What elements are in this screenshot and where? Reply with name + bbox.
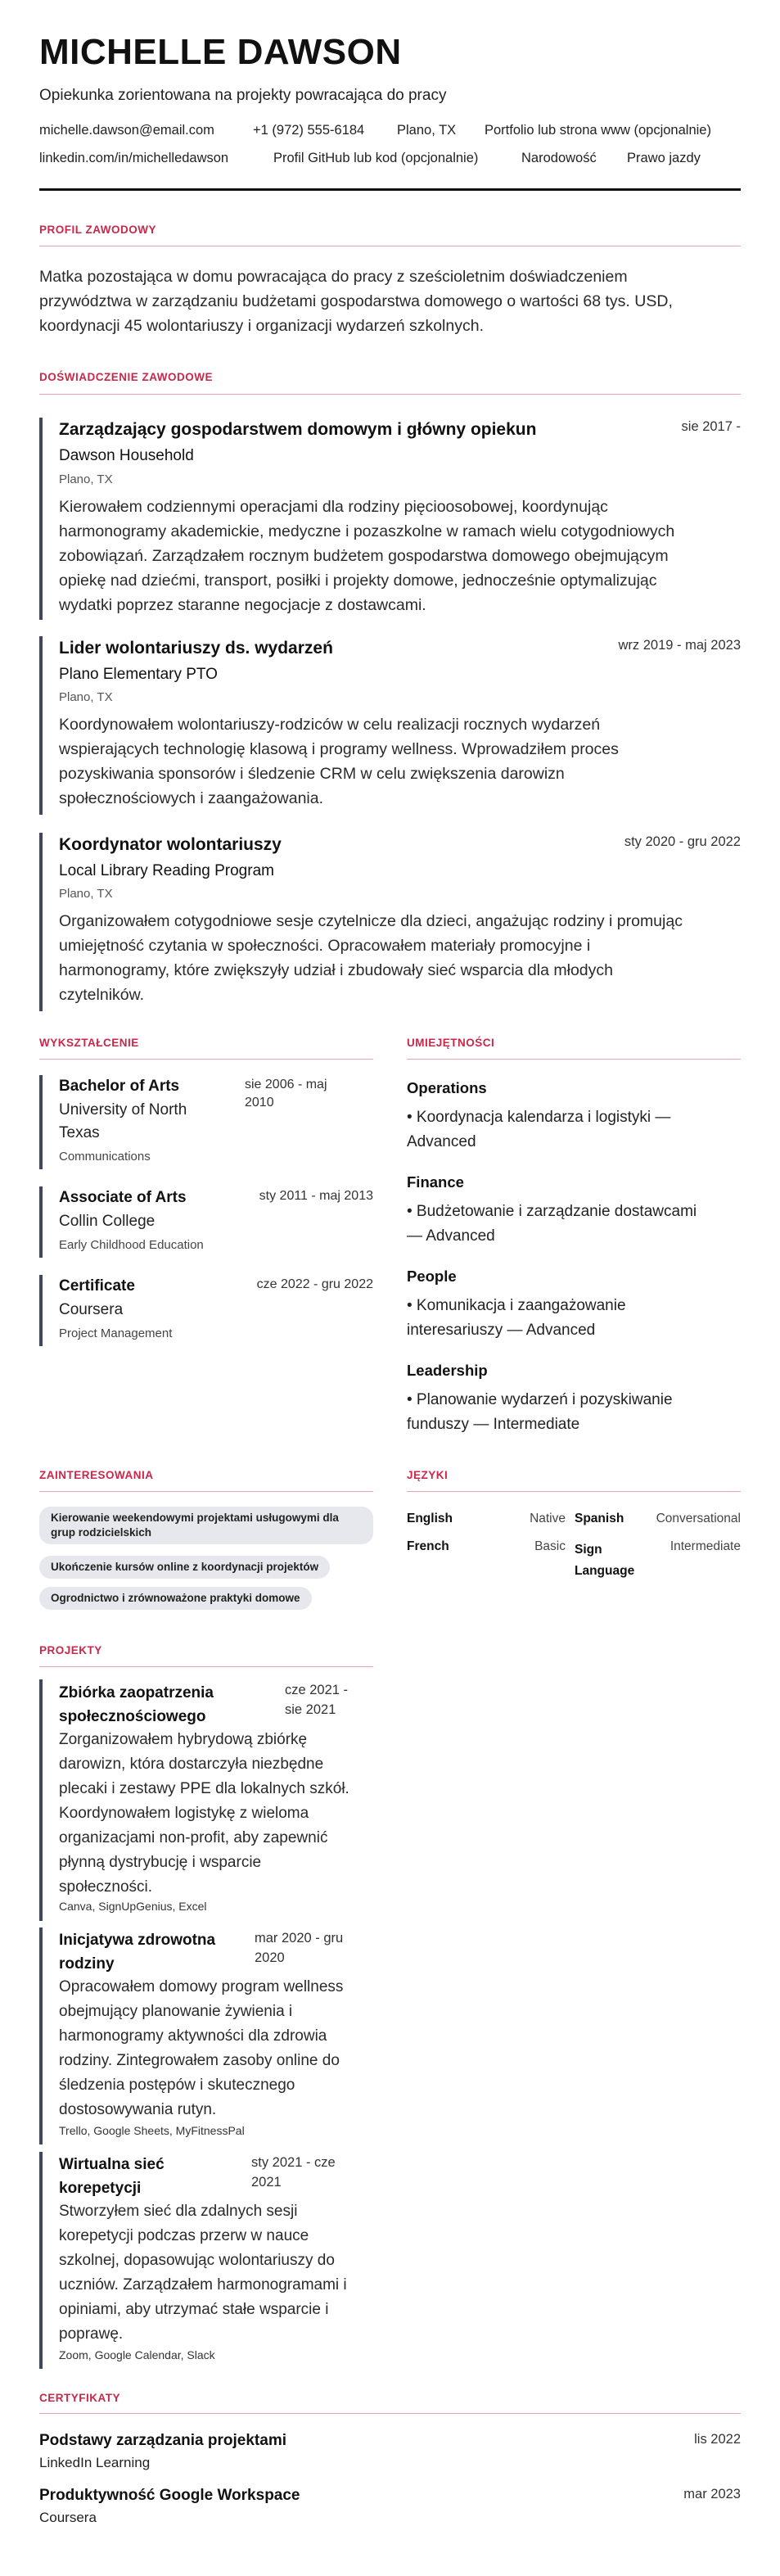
job-company: Dawson Household bbox=[59, 447, 194, 464]
skill-item bbox=[407, 1294, 626, 1343]
date-line: cze 2021 - bbox=[285, 1683, 349, 1697]
description-line: Stworzyłem sieć dla zdalnych sesji bbox=[59, 2203, 298, 2220]
language-name: French bbox=[407, 1539, 449, 1553]
education-degree: Associate of Arts bbox=[59, 1189, 187, 1206]
project-title bbox=[59, 1928, 215, 1976]
language-name bbox=[575, 1539, 634, 1582]
certification-name: Produktywność Google Workspace bbox=[39, 2487, 300, 2504]
school-line: Texas bbox=[59, 1124, 100, 1141]
project-tools: Trello, Google Sheets, MyFitnessPal bbox=[59, 2124, 245, 2137]
description-line: harmonogramy aktywności dla zdrowia bbox=[59, 2027, 327, 2045]
date-line: 2021 bbox=[251, 2175, 282, 2190]
interest-line: Ogrodnictwo i zrównoważone praktyki domowe bbox=[51, 1592, 300, 1604]
date-line: sie 2006 - maj bbox=[245, 1078, 327, 1091]
job-date: sty 2020 - gru 2022 bbox=[624, 834, 741, 849]
description-line: plecaki i zestawy PPE dla lokalnych szkół. bbox=[59, 1780, 349, 1797]
description-line: poprawę. bbox=[59, 2325, 124, 2343]
interest-tag bbox=[39, 1507, 373, 1544]
job-description bbox=[59, 495, 674, 617]
interest-line: grup rodzicielskich bbox=[51, 1526, 152, 1539]
date-line: 2020 bbox=[255, 1950, 285, 1965]
section-title-experience: DOŚWIADCZENIE ZAWODOWE bbox=[39, 371, 213, 383]
education-school bbox=[59, 1299, 123, 1322]
skill-item bbox=[407, 1200, 697, 1249]
job-location: Plano, TX bbox=[59, 690, 113, 704]
description-line: czytelników. bbox=[59, 986, 145, 1004]
description-line: zobowiązań. Zarządzałem rocznym budżetem gospodarstwa domowego obejmującym bbox=[59, 547, 669, 565]
language-name-line: Language bbox=[575, 1564, 635, 1578]
section-divider bbox=[39, 394, 741, 395]
candidate-headline: Opiekunka zorientowana na projekty powracająca do pracy bbox=[39, 87, 447, 104]
date-line: cze 2022 - gru 2022 bbox=[256, 1277, 373, 1291]
description-line: umiejętność czytania w społeczności. Opracowałem materiały promocyjne i bbox=[59, 937, 591, 955]
job-title: Zarządzający gospodarstwem domowym i główny opiekun bbox=[59, 420, 537, 439]
education-degree: Bachelor of Arts bbox=[59, 1078, 180, 1095]
description-line: społeczności. bbox=[59, 1878, 153, 1896]
entry-accent-bar bbox=[39, 2152, 43, 2369]
entry-accent-bar bbox=[39, 1275, 43, 1346]
section-title-education: WYKSZTAŁCENIE bbox=[39, 1037, 139, 1049]
description-line: korepetycji podczas przerw w nauce bbox=[59, 2227, 309, 2244]
profile-line: koordynacji 45 wolontariuszy i organizacji wydarzeń szkolnych. bbox=[39, 317, 485, 335]
description-line: harmonogramy, które zwiększyły udział i zbudowały sieć wsparcia dla młodych bbox=[59, 961, 613, 979]
job-date: wrz 2019 - maj 2023 bbox=[618, 638, 741, 653]
description-line: Zorganizowałem hybrydową zbiórkę bbox=[59, 1731, 308, 1748]
candidate-name: MICHELLE DAWSON bbox=[39, 32, 402, 72]
language-level: Native bbox=[530, 1512, 566, 1525]
section-divider bbox=[39, 1059, 373, 1060]
project-date bbox=[255, 1928, 343, 1968]
interest-tag bbox=[39, 1556, 330, 1579]
profile-line: Matka pozostająca w domu powracająca do pracy z sześcioletnim doświadczeniem bbox=[39, 268, 628, 286]
entry-accent-bar bbox=[39, 636, 43, 815]
description-line: Kierowałem codziennymi operacjami dla rodziny pięcioosobowej, koordynując bbox=[59, 498, 608, 516]
project-description bbox=[59, 1975, 343, 2122]
job-company: Local Library Reading Program bbox=[59, 862, 274, 879]
description-line: śledzenia postępów i skutecznego bbox=[59, 2077, 295, 2094]
section-divider bbox=[39, 1666, 373, 1667]
description-line: opiniami, aby utrzymać stałe wsparcie i bbox=[59, 2301, 329, 2318]
education-date bbox=[257, 1276, 373, 1294]
section-title-profile: PROFIL ZAWODOWY bbox=[39, 224, 156, 236]
contact-location: Plano, TX bbox=[397, 123, 457, 138]
language-name-line: Sign bbox=[575, 1543, 602, 1557]
project-title-line: rodziny bbox=[59, 1955, 115, 1973]
skill-line: • Planowanie wydarzeń i pozyskiwanie bbox=[407, 1391, 673, 1408]
description-line: wspierających technologię klasową i programy wellness. Wprowadziłem proces bbox=[59, 740, 619, 758]
skill-category: Finance bbox=[407, 1173, 464, 1191]
certification-date: lis 2022 bbox=[694, 2432, 741, 2447]
description-line: opiekę nad dziećmi, transport, posiłki i projekty domowe, jednocześnie optymalizując bbox=[59, 572, 657, 590]
project-description bbox=[59, 1728, 349, 1900]
description-line: harmonogramy akademickie, medyczne i pozaszkolne w ramach wielu cotygodniowych bbox=[59, 522, 675, 540]
job-location: Plano, TX bbox=[59, 887, 113, 901]
header-divider bbox=[39, 188, 741, 191]
skill-item bbox=[407, 1105, 670, 1155]
school-line: Coursera bbox=[59, 1301, 124, 1318]
skill-category: Operations bbox=[407, 1079, 487, 1096]
profile-summary bbox=[39, 264, 673, 338]
project-tools: Canva, SignUpGenius, Excel bbox=[59, 1900, 207, 1913]
entry-accent-bar bbox=[39, 1679, 43, 1921]
skill-item bbox=[407, 1388, 673, 1437]
skill-category: People bbox=[407, 1268, 457, 1285]
description-line: wydatki poprzez staranne negocjacje z dostawcami. bbox=[59, 596, 426, 614]
skill-line: • Komunikacja i zaangażowanie bbox=[407, 1297, 626, 1314]
description-line: Koordynowałem logistykę z wieloma bbox=[59, 1805, 309, 1822]
project-title-line: społecznościowego bbox=[59, 1708, 206, 1725]
contact-linkedin[interactable]: linkedin.com/in/michelledawson bbox=[39, 151, 229, 165]
contact-portfolio[interactable]: Portfolio lub strona www (opcjonalnie) bbox=[485, 123, 711, 138]
date-line: mar 2020 - gru bbox=[255, 1931, 344, 1946]
section-title-skills: UMIEJĘTNOŚCI bbox=[407, 1037, 495, 1049]
education-field: Communications bbox=[59, 1150, 151, 1164]
description-line: rodziny. Zintegrowałem zasoby online do bbox=[59, 2052, 340, 2069]
skill-line: — Advanced bbox=[407, 1227, 495, 1245]
certification-issuer: Coursera bbox=[39, 2510, 97, 2525]
skill-line: interesariuszy — Advanced bbox=[407, 1322, 596, 1339]
description-line: szkolnej, dopasowując wolontariuszy do bbox=[59, 2252, 335, 2269]
section-title-certifications: CERTYFIKATY bbox=[39, 2392, 120, 2404]
section-title-languages: JĘZYKI bbox=[407, 1469, 449, 1481]
description-line: Opracowałem domowy program wellness bbox=[59, 1978, 344, 1995]
contact-phone[interactable]: +1 (972) 555-6184 bbox=[253, 123, 365, 138]
contact-email[interactable]: michelle.dawson@email.com bbox=[39, 123, 214, 138]
project-date bbox=[251, 2153, 336, 2192]
entry-accent-bar bbox=[39, 1186, 43, 1258]
entry-accent-bar bbox=[39, 833, 43, 1011]
language-name: Spanish bbox=[575, 1512, 624, 1525]
project-date bbox=[285, 1680, 348, 1720]
contact-github[interactable]: Profil GitHub lub kod (opcjonalnie) bbox=[273, 151, 479, 165]
date-line: sie 2021 bbox=[285, 1702, 336, 1717]
education-date bbox=[245, 1076, 327, 1112]
language-level: Basic bbox=[534, 1539, 566, 1553]
description-line: uczniów. Zarządzałem harmonogramami i bbox=[59, 2276, 347, 2294]
language-level: Intermediate bbox=[670, 1539, 741, 1553]
language-level: Conversational bbox=[656, 1512, 741, 1525]
project-tools: Zoom, Google Calendar, Slack bbox=[59, 2348, 215, 2361]
description-line: Organizowałem cotygodniowe sesje czytelnicze dla dzieci, angażując rodziny i promując bbox=[59, 912, 683, 930]
section-divider bbox=[407, 1491, 741, 1492]
project-title-line: Wirtualna sieć bbox=[59, 2156, 165, 2173]
date-line: sty 2011 - maj 2013 bbox=[259, 1189, 373, 1203]
entry-accent-bar bbox=[39, 1075, 43, 1169]
description-line: darowizn, która dostarczyła niezbędne bbox=[59, 1756, 324, 1773]
project-title bbox=[59, 2153, 165, 2200]
education-field: Early Childhood Education bbox=[59, 1238, 204, 1252]
job-description bbox=[59, 909, 683, 1007]
description-line: organizacjami non-profit, aby zapewnić bbox=[59, 1829, 328, 1846]
project-title bbox=[59, 1681, 214, 1729]
date-line: 2010 bbox=[245, 1096, 274, 1109]
school-line: Collin College bbox=[59, 1213, 156, 1230]
project-title-line: korepetycji bbox=[59, 2180, 142, 2197]
contact-driving-license: Prawo jazdy bbox=[627, 151, 701, 165]
description-line: obejmujący planowanie żywienia i bbox=[59, 2003, 293, 2020]
profile-line: przywództwa w zarządzaniu budżetami gospodarstwa domowego o wartości 68 tys. USD, bbox=[39, 292, 673, 310]
description-line: Koordynowałem wolontariuszy-rodziców w celu realizacji rocznych wydarzeń bbox=[59, 716, 601, 734]
entry-accent-bar bbox=[39, 1927, 43, 2144]
job-location: Plano, TX bbox=[59, 472, 113, 486]
certification-issuer: LinkedIn Learning bbox=[39, 2455, 151, 2470]
skill-category: Leadership bbox=[407, 1362, 488, 1379]
job-company: Plano Elementary PTO bbox=[59, 666, 218, 683]
section-divider bbox=[39, 2413, 741, 2414]
project-title-line: Zbiórka zaopatrzenia bbox=[59, 1684, 214, 1702]
job-title: Koordynator wolontariuszy bbox=[59, 835, 282, 854]
interest-line: Ukończenie kursów online z koordynacji projektów bbox=[51, 1561, 319, 1573]
skill-line: • Koordynacja kalendarza i logistyki — bbox=[407, 1109, 671, 1126]
language-name: English bbox=[407, 1512, 453, 1525]
school-line: University of North bbox=[59, 1101, 187, 1119]
job-description bbox=[59, 712, 619, 811]
description-line: społecznościowych i zaangażowania. bbox=[59, 789, 324, 807]
skill-line: • Budżetowanie i zarządzanie dostawcami bbox=[407, 1203, 697, 1220]
date-line: sty 2021 - cze bbox=[251, 2155, 336, 2170]
contact-nationality: Narodowość bbox=[521, 151, 597, 165]
project-description bbox=[59, 2199, 347, 2347]
section-divider bbox=[407, 1059, 741, 1060]
interest-tag bbox=[39, 1587, 312, 1610]
education-field: Project Management bbox=[59, 1326, 173, 1340]
description-line: pozyskiwania sponsorów i śledzenie CRM w celu zwiększenia darowizn bbox=[59, 765, 565, 783]
skill-line: funduszy — Intermediate bbox=[407, 1416, 580, 1433]
interest-line: Kierowanie weekendowymi projektami usługowymi dla bbox=[51, 1512, 339, 1524]
job-title: Lider wolontariuszy ds. wydarzeń bbox=[59, 639, 333, 658]
description-line: płynną dystrybucję i wsparcie bbox=[59, 1854, 262, 1871]
section-title-projects: PROJEKTY bbox=[39, 1644, 102, 1656]
entry-accent-bar bbox=[39, 418, 43, 620]
education-date bbox=[259, 1187, 373, 1205]
certification-date: mar 2023 bbox=[683, 2487, 741, 2501]
section-title-interests: ZAINTERESOWANIA bbox=[39, 1469, 154, 1481]
education-degree: Certificate bbox=[59, 1277, 135, 1295]
project-title-line: Inicjatywa zdrowotna bbox=[59, 1932, 216, 1949]
education-school bbox=[59, 1210, 155, 1233]
certification-name: Podstawy zarządzania projektami bbox=[39, 2432, 286, 2449]
section-divider bbox=[39, 1491, 373, 1492]
skill-line: Advanced bbox=[407, 1133, 476, 1150]
education-school bbox=[59, 1099, 187, 1145]
description-line: dostosowywania rutyn. bbox=[59, 2101, 217, 2118]
job-date: sie 2017 - bbox=[681, 419, 741, 434]
